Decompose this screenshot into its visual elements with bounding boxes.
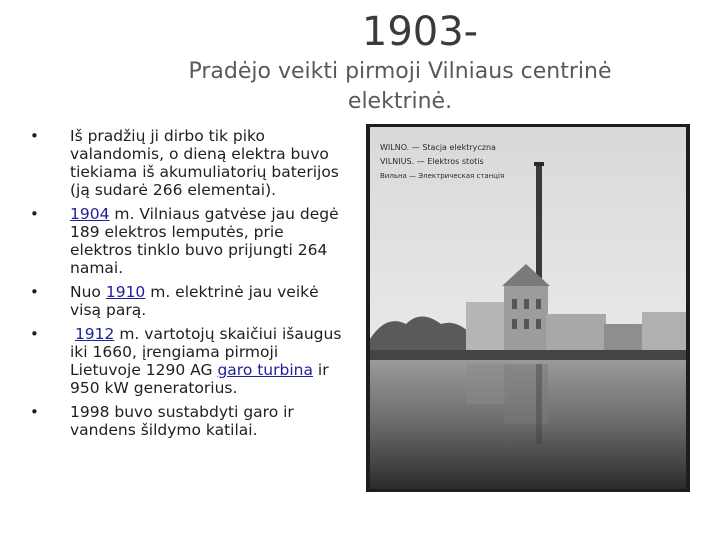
slide-subtitle xyxy=(160,57,640,117)
photo-caption-line-1: WILNO. — Stacja elektryczna xyxy=(380,143,496,152)
bullet-text: m. vartotojų skaičiui išaugus iki 1660, įrengiama pirmoji Lietuvoje 1290 AG xyxy=(70,325,342,379)
steam-turbine-link[interactable]: garo turbina xyxy=(217,361,313,379)
year-link-1912[interactable]: 1912 xyxy=(74,325,115,343)
year-link-1904[interactable]: 1904 xyxy=(70,205,110,223)
bullet-text: m. elektrinė jau veikė visą parą. xyxy=(70,283,319,319)
subtitle-line-2: elektrinė. xyxy=(347,89,453,114)
bullet-dot-icon: • xyxy=(30,403,39,421)
year-link-1910[interactable]: 1910 xyxy=(105,283,146,301)
bullet-item xyxy=(30,325,350,397)
photo-caption-line-3: Вильна — Электрическая станція xyxy=(380,172,505,180)
bullet-text: m. Vilniaus gatvėse jau degė 189 elektros lemputės, prie elektros tinklo buvo prijungti 264 namai. xyxy=(70,205,339,277)
power-station-photo xyxy=(366,124,690,492)
bullet-list xyxy=(30,127,350,445)
bullet-text: 1998 buvo sustabdyti garo ir vandens šildymo katilai. xyxy=(70,403,294,439)
bullet-item xyxy=(30,403,350,439)
slide-title: 1903- xyxy=(361,9,479,55)
subtitle-line-1: Pradėjo veikti pirmoji Vilniaus centrinė xyxy=(188,59,612,84)
bullet-dot-icon: • xyxy=(30,205,39,223)
bullet-item xyxy=(30,283,350,319)
bullet-dot-icon: • xyxy=(30,127,39,145)
photo-caption-line-2: VILNIUS. — Elektros stotis xyxy=(380,157,484,166)
bullet-item xyxy=(30,205,350,277)
bullet-text: Nuo xyxy=(70,283,106,301)
bullet-text: ir 950 kW generatorius. xyxy=(70,361,329,397)
bullet-text: Iš pradžių ji dirbo tik piko valandomis, o dieną elektra buvo tiekiama iš akumuliatorių baterijos (ją sudarė 266 elementai). xyxy=(70,127,339,199)
bullet-dot-icon: • xyxy=(30,283,39,301)
bullet-dot-icon: • xyxy=(30,325,39,343)
bullet-item xyxy=(30,127,350,199)
